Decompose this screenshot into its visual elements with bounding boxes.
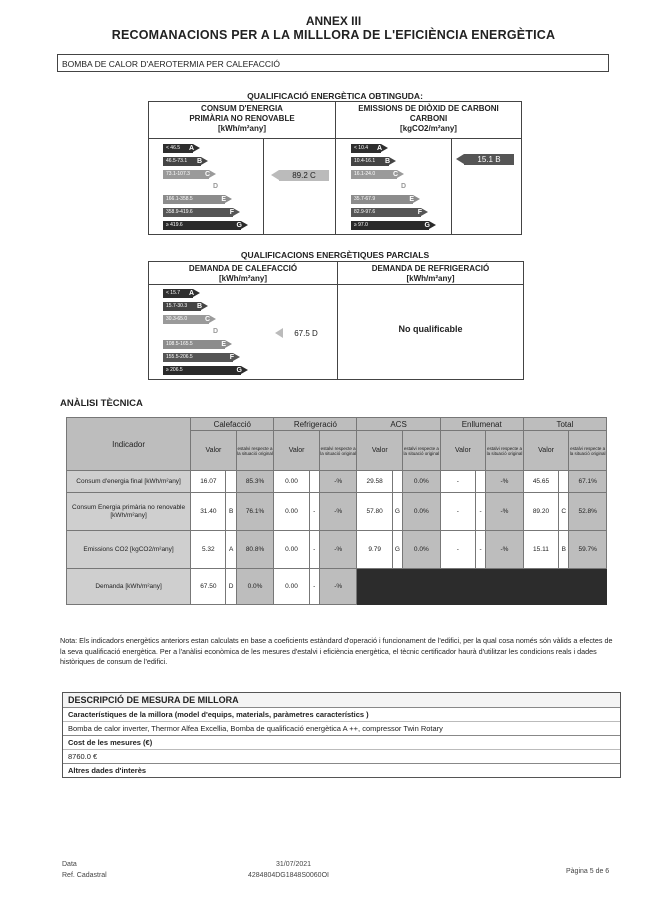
rating-band-letter: D <box>212 328 218 336</box>
obtained-rating-title: QUALIFICACIÓ ENERGÈTICA OBTINGUDA: <box>247 91 423 101</box>
estalvi-header: estalvi respecte a la situació original <box>319 431 357 471</box>
cell-value: 31.40 <box>191 493 226 531</box>
heating-demand-heading: DEMANDA DE CALEFACCIÓ [kWh/m²any] <box>188 264 298 283</box>
group-heating: Calefacció <box>191 418 274 431</box>
measure-label: BOMBA DE CALOR D'AEROTERMIA PER CALEFACCIÓ <box>57 54 609 72</box>
cost-label: Cost de les mesures (€) <box>63 736 620 750</box>
cell-saving: -% <box>319 493 357 531</box>
rating-band-range: < 10.4 <box>354 145 369 151</box>
cell-letter: - <box>475 493 485 531</box>
rating-band-letter: B <box>384 157 390 165</box>
rating-band-letter: C <box>204 315 210 323</box>
rating-band-g <box>163 366 241 375</box>
valor-header: Valor <box>523 431 569 471</box>
cell-value: 0.00 <box>274 493 309 531</box>
rating-band-d <box>351 182 405 191</box>
rating-band-f <box>351 208 421 217</box>
page-title: RECOMANACIONS PER A LA MILLLORA DE L'EFICIÈNCIA ENERGÈTICA <box>111 28 556 42</box>
cell-saving: -% <box>319 531 357 569</box>
rating-band-range: 358.9-419.6 <box>166 209 193 215</box>
cell-letter: G <box>392 493 402 531</box>
rating-band-f <box>163 208 233 217</box>
annex-heading: ANNEX III <box>305 14 362 28</box>
cell-letter: G <box>392 531 402 569</box>
rating-band-arrow <box>193 144 200 152</box>
group-total: Total <box>523 418 606 431</box>
rating-band-c <box>351 170 397 179</box>
cell-letter: - <box>309 569 319 605</box>
rating-band-b <box>351 157 389 166</box>
rating-band-d <box>163 182 217 191</box>
cell-value: 15.11 <box>523 531 558 569</box>
table-row <box>67 471 607 493</box>
rating-band-letter: C <box>392 170 398 178</box>
rating-band-arrow <box>217 182 224 190</box>
primary-energy-value: 89.2 C <box>279 170 329 181</box>
rating-band-range: 82.9-97.6 <box>354 209 376 215</box>
rating-band-d <box>163 327 217 336</box>
rating-band-letter: A <box>188 145 194 152</box>
rating-band-letter: D <box>212 183 218 191</box>
cell-letter <box>309 471 319 493</box>
cell-letter <box>392 471 402 493</box>
cell-value: - <box>440 493 475 531</box>
cell-saving: 0.0% <box>403 493 441 531</box>
note-text: Nota: Els indicadors energètics anteriors estan calculats en base a coeficients estàndard d'operació i funcionament de l'edifici, per la qual cosa només són vàlids a efectes de la seva qualificació energètica. Per a l'anàlisi econòmica de les mesures d'estalvi i eficiència energètica, el tècnic certificador haurà d'utilitzar les condicions reals i dades històriques de consum de l'edifici. <box>60 636 613 666</box>
rating-band-arrow <box>429 221 436 229</box>
features-block <box>63 708 620 736</box>
rating-band-range: ≥ 419.6 <box>166 221 183 228</box>
rating-band-c <box>163 170 209 179</box>
primary-energy-heading: CONSUM D'ENERGIA PRIMÀRIA NO RENOVABLE [kWh/m²any] <box>189 104 295 133</box>
rating-band-e <box>163 195 225 204</box>
cell-value: - <box>440 471 475 493</box>
rating-band-letter: G <box>236 366 242 374</box>
footer-ref-value: 4284804DG1848S0060OI <box>248 872 329 879</box>
cell-letter: - <box>475 531 485 569</box>
primary-energy-scale <box>163 144 263 234</box>
cell-value: 5.32 <box>191 531 226 569</box>
not-applicable-area <box>357 569 607 605</box>
estalvi-header: estalvi respecte a la situació original <box>486 431 524 471</box>
cell-value: 57.80 <box>357 493 392 531</box>
rating-band-arrow <box>413 195 420 203</box>
rating-band-letter: F <box>229 354 234 361</box>
co2-heading: EMISSIONS DE DIÒXID DE CARBONI CARBONI [kgCO2/m²any] <box>358 104 499 133</box>
rating-band-g <box>351 221 429 230</box>
cell-letter: - <box>309 531 319 569</box>
rating-band-b <box>163 157 201 166</box>
rating-band-letter: E <box>221 196 226 204</box>
technical-analysis-table <box>66 417 607 605</box>
other-data-label: Altres dades d'interès <box>68 766 147 775</box>
rating-band-letter: A <box>188 290 194 297</box>
rating-band-letter: C <box>204 170 210 178</box>
cell-saving: 80.8% <box>236 531 274 569</box>
rating-band-range: ≥ 97.0 <box>354 221 368 228</box>
cell-letter: C <box>559 493 569 531</box>
cell-value: 67.50 <box>191 569 226 605</box>
rating-band-range: < 15.7 <box>166 290 181 296</box>
rating-band-range: 15.7-30.3 <box>166 302 188 309</box>
cell-saving: 76.1% <box>236 493 274 531</box>
rating-band-arrow <box>233 208 240 216</box>
cell-saving: -% <box>486 531 524 569</box>
cell-saving: -% <box>319 569 357 605</box>
cell-saving: 0.0% <box>236 569 274 605</box>
obtained-rating-panel <box>148 101 522 235</box>
technical-analysis-title: ANÀLISI TÈCNICA <box>60 398 143 409</box>
rating-band-arrow <box>193 289 200 297</box>
table-row <box>67 531 607 569</box>
rating-band-arrow <box>233 353 240 361</box>
rating-band-e <box>351 195 413 204</box>
rating-band-range: < 46.5 <box>166 145 181 151</box>
partial-ratings-panel <box>148 261 524 380</box>
cooling-not-qualifiable: No qualificable <box>398 324 463 334</box>
cooling-demand-heading: DEMANDA DE REFRIGERACIÓ [kWh/m²any] <box>371 264 490 283</box>
cell-letter: D <box>226 569 236 605</box>
estalvi-header: estalvi respecte a la situació original <box>236 431 274 471</box>
co2-value: 15.1 B <box>464 154 514 165</box>
indicator-name: Consum Energia primària no renovable [kWh/m²any] <box>67 493 191 531</box>
group-cooling: Refrigeració <box>274 418 357 431</box>
co2-scale <box>351 144 451 234</box>
rating-band-range: 73.1-107.3 <box>166 170 190 177</box>
rating-band-letter: B <box>196 157 202 165</box>
rating-band-c <box>163 315 209 324</box>
footer-ref-label: Ref. Cadastral <box>62 872 107 879</box>
cell-saving: 0.0% <box>403 531 441 569</box>
cell-value: 0.00 <box>274 531 309 569</box>
cell-saving: 67.1% <box>569 471 607 493</box>
cell-letter: B <box>559 531 569 569</box>
cost-value: 8760.0 € <box>68 752 98 761</box>
valor-header: Valor <box>357 431 403 471</box>
cell-letter: A <box>226 531 236 569</box>
cost-block <box>63 736 620 764</box>
table-row <box>67 493 607 531</box>
heating-demand-value: 67.5 D <box>283 328 329 339</box>
cell-letter <box>475 471 485 493</box>
partial-ratings-title: QUALIFICACIONS ENERGÈTIQUES PARCIALS <box>240 250 430 260</box>
group-lighting: Enllumenat <box>440 418 523 431</box>
rating-band-letter: B <box>196 302 202 310</box>
rating-band-arrow <box>405 182 412 190</box>
cell-saving: 59.7% <box>569 531 607 569</box>
footer-page: Pàgina 5 de 6 <box>566 868 610 875</box>
group-acs: ACS <box>357 418 440 431</box>
rating-band-f <box>163 353 233 362</box>
indicator-name: Consum d'energia final [kWh/m²any] <box>67 471 191 493</box>
rating-band-range: 108.5-165.5 <box>166 341 193 348</box>
cell-value: 9.79 <box>357 531 392 569</box>
features-text: Bomba de calor inverter, Thermor Alfea Excellia, Bomba de qualificació energètica A ++, compressor Twin Rotary <box>68 724 443 733</box>
rating-band-range: 30.3-65.0 <box>166 315 188 322</box>
rating-band-letter: D <box>400 183 406 191</box>
cell-saving: -% <box>486 471 524 493</box>
rating-band-range: 155.5-206.5 <box>166 354 193 360</box>
rating-band-g <box>163 221 241 230</box>
rating-band-letter: G <box>236 221 242 229</box>
rating-band-a <box>163 289 193 298</box>
cell-saving: 85.3% <box>236 471 274 493</box>
improvement-description <box>62 692 621 778</box>
rating-band-arrow <box>217 327 224 335</box>
cell-value: 16.07 <box>191 471 226 493</box>
cell-value: 29.58 <box>357 471 392 493</box>
description-title: DESCRIPCIÓ DE MESURA DE MILLORA <box>63 693 620 708</box>
rating-band-letter: F <box>417 209 422 216</box>
rating-band-arrow <box>225 340 232 348</box>
rating-band-range: 10.4-16.1 <box>354 157 376 164</box>
rating-band-arrow <box>201 157 208 165</box>
indicator-header: Indicador <box>67 418 191 471</box>
rating-band-arrow <box>397 170 404 178</box>
rating-band-arrow <box>241 366 248 374</box>
cell-value: 45.65 <box>523 471 558 493</box>
indicator-name: Demanda [kWh/m²any] <box>67 569 191 605</box>
rating-band-range: 46.5-73.1 <box>166 157 188 164</box>
cell-letter <box>559 471 569 493</box>
rating-band-arrow <box>225 195 232 203</box>
valor-header: Valor <box>191 431 237 471</box>
cell-value: - <box>440 531 475 569</box>
estalvi-header: estalvi respecte a la situació original <box>569 431 607 471</box>
rating-band-a <box>351 144 381 153</box>
footer-date-label: Data <box>62 861 77 868</box>
cell-saving: -% <box>486 493 524 531</box>
rating-band-letter: G <box>424 221 430 229</box>
estalvi-header: estalvi respecte a la situació original <box>403 431 441 471</box>
rating-band-arrow <box>421 208 428 216</box>
cell-letter: - <box>309 493 319 531</box>
rating-band-arrow <box>381 144 388 152</box>
indicator-name: Emissions CO2 [kgCO2/m²any] <box>67 531 191 569</box>
rating-band-arrow <box>389 157 396 165</box>
rating-band-letter: A <box>376 145 382 152</box>
rating-band-arrow <box>201 302 208 310</box>
rating-band-range: 16.1-24.0 <box>354 170 376 177</box>
rating-band-b <box>163 302 201 311</box>
cell-letter: B <box>226 493 236 531</box>
rating-band-range: 166.1-358.5 <box>166 196 193 203</box>
footer-date-value: 31/07/2021 <box>276 861 312 868</box>
rating-band-arrow <box>209 315 216 323</box>
valor-header: Valor <box>274 431 320 471</box>
valor-header: Valor <box>440 431 486 471</box>
rating-band-range: 35.7-67.9 <box>354 196 376 203</box>
heating-demand-scale <box>163 289 263 379</box>
cell-letter <box>226 471 236 493</box>
cell-saving: 52.8% <box>569 493 607 531</box>
table-row <box>67 569 607 605</box>
cell-value: 89.20 <box>523 493 558 531</box>
cell-value: 0.00 <box>274 569 309 605</box>
rating-band-letter: E <box>409 196 414 204</box>
cell-saving: -% <box>319 471 357 493</box>
cell-value: 0.00 <box>274 471 309 493</box>
features-label: Característiques de la millora (model d'equips, materials, paràmetres característics ) <box>63 708 620 722</box>
rating-band-arrow <box>209 170 216 178</box>
rating-band-a <box>163 144 193 153</box>
rating-band-letter: F <box>229 209 234 216</box>
rating-band-e <box>163 340 225 349</box>
rating-band-arrow <box>241 221 248 229</box>
rating-band-range: ≥ 206.5 <box>166 366 183 373</box>
cell-saving: 0.0% <box>403 471 441 493</box>
rating-band-letter: E <box>221 341 226 349</box>
